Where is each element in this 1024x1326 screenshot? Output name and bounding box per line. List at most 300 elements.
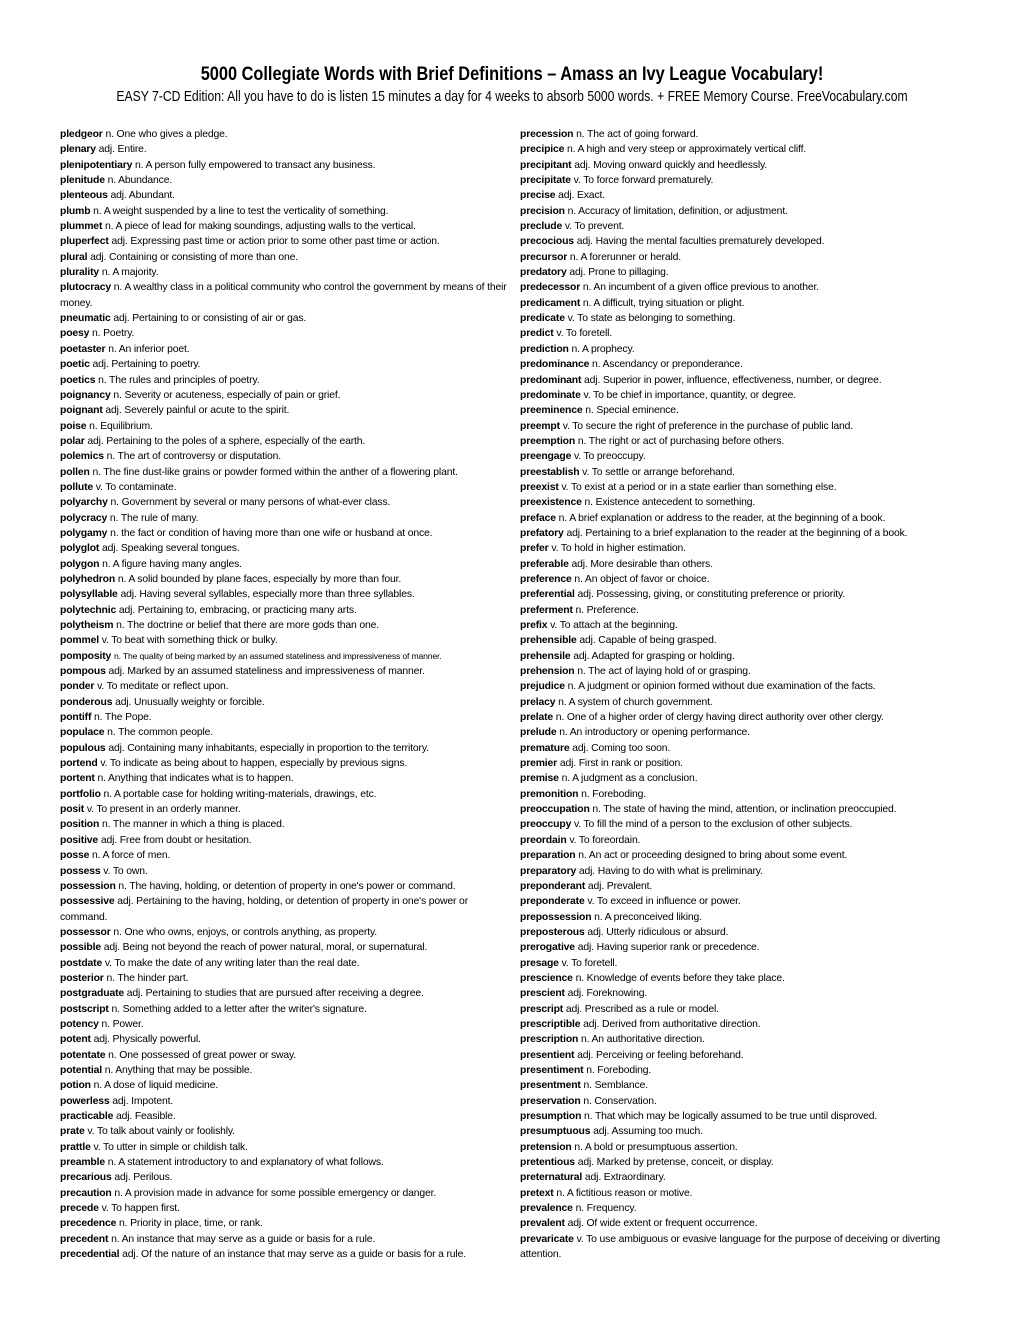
- dictionary-entry: [520, 142, 950, 157]
- entry-definition: adj. Foreknowing.: [567, 988, 648, 1000]
- entry-definition: n. A wealthy class in a political community who control the government by means of their money.: [60, 282, 507, 309]
- entry-definition: n. The fine dust-like grains or powder formed within the anther of a flowering plant.: [92, 466, 458, 478]
- dictionary-entry: [60, 986, 510, 1001]
- entry-word: polar: [60, 435, 85, 447]
- entry-word: predicate: [520, 313, 565, 325]
- entry-word: pretension: [520, 1141, 572, 1153]
- entry-word: plural: [60, 251, 88, 263]
- entry-definition: n. The doctrine or belief that there are more gods than one.: [116, 620, 379, 631]
- dictionary-entry: [520, 557, 950, 572]
- entry-word: predatory: [520, 267, 567, 279]
- dictionary-entry: [60, 1032, 510, 1047]
- dictionary-entry: [60, 879, 510, 894]
- entry-word: portend: [60, 758, 98, 770]
- entry-definition: n. The having, holding, or detention of property in one's power or command.: [118, 880, 456, 892]
- entry-definition: n. Ascendancy or preponderance.: [591, 359, 743, 371]
- dictionary-entry: [60, 1109, 510, 1124]
- entry-definition: n. Abundance.: [107, 175, 173, 187]
- dictionary-entry: [520, 357, 950, 372]
- entry-word: preponderant: [520, 880, 586, 892]
- dictionary-entry: [520, 219, 950, 234]
- entry-definition: adj. Expressing past time or action prior to some other past time or action.: [111, 236, 440, 248]
- entry-word: premier: [520, 758, 558, 770]
- dictionary-entry: [520, 1078, 950, 1093]
- dictionary-entry: [60, 572, 510, 587]
- entry-word: populace: [60, 727, 105, 739]
- dictionary-entry: [520, 465, 950, 480]
- entry-word: posit: [60, 804, 85, 816]
- entry-definition: n. A majority.: [101, 267, 159, 279]
- entry-word: portfolio: [60, 788, 101, 800]
- dictionary-entry: [60, 1140, 510, 1155]
- entry-definition: adj. Capable of being grasped.: [579, 635, 717, 647]
- entry-definition: n. A system of church government.: [558, 696, 713, 708]
- entry-word: prefix: [520, 620, 548, 631]
- dictionary-entry: [60, 618, 510, 633]
- entry-word: preclude: [520, 221, 563, 233]
- entry-definition: n. Existence antecedent to something.: [584, 497, 756, 509]
- dictionary-entry: [60, 311, 510, 326]
- entry-definition: n. Government by several or many persons of what-ever class.: [110, 497, 391, 509]
- entry-definition: n. An object of favor or choice.: [574, 573, 710, 585]
- entry-word: preestablish: [520, 466, 580, 478]
- entry-word: precession: [520, 129, 574, 140]
- entry-word: polyglot: [60, 543, 100, 555]
- dictionary-entry: [520, 679, 950, 694]
- dictionary-entry: [60, 864, 510, 879]
- dictionary-entry: [520, 695, 950, 710]
- entry-word: precipice: [520, 144, 565, 156]
- entry-definition: n. The state of having the mind, attention, or inclination preoccupied.: [592, 804, 897, 816]
- entry-word: possession: [60, 880, 116, 892]
- dictionary-entry: [520, 342, 950, 357]
- entry-word: preposterous: [520, 926, 585, 938]
- dictionary-entry: [520, 956, 950, 971]
- dictionary-entry: [60, 710, 510, 725]
- dictionary-entry: [520, 234, 950, 249]
- entry-definition: v. To present in an orderly manner.: [86, 804, 241, 816]
- dictionary-entry: [520, 296, 950, 311]
- entry-word: prevalent: [520, 1218, 565, 1230]
- entry-word: prefatory: [520, 527, 564, 539]
- dictionary-entry: [520, 925, 950, 940]
- entry-definition: v. To contaminate.: [95, 481, 177, 493]
- dictionary-entry: [520, 971, 950, 986]
- entry-word: potency: [60, 1018, 99, 1030]
- dictionary-entry: [60, 633, 510, 648]
- entry-definition: adj. More desirable than others.: [571, 558, 713, 570]
- entry-definition: v. To secure the right of preference in the purchase of public land.: [562, 420, 854, 432]
- entry-word: poignant: [60, 405, 103, 417]
- entry-definition: v. To foretell.: [561, 957, 618, 969]
- dictionary-entry: [520, 1017, 950, 1032]
- entry-definition: v. To foretell.: [556, 328, 613, 340]
- entry-word: preoccupy: [520, 819, 572, 831]
- dictionary-entry: [520, 787, 950, 802]
- entry-word: ponderous: [60, 696, 113, 708]
- entry-definition: n. A force of men.: [92, 850, 171, 862]
- entry-word: polycracy: [60, 512, 108, 524]
- entry-word: prescient: [520, 988, 565, 1000]
- entry-word: poesy: [60, 328, 90, 340]
- right-column: [520, 127, 950, 1262]
- dictionary-entry: [520, 480, 950, 495]
- entry-definition: n. An instance that may serve as a guide or basis for a rule.: [111, 1233, 376, 1245]
- dictionary-entry: [520, 1002, 950, 1017]
- dictionary-entry: [520, 419, 950, 434]
- entry-word: precede: [60, 1203, 99, 1215]
- entry-word: polemics: [60, 451, 104, 463]
- dictionary-entry: [520, 864, 950, 879]
- entry-word: precedent: [60, 1233, 109, 1245]
- entry-word: prelate: [520, 712, 554, 724]
- page-subtitle: EASY 7-CD Edition: All you have to do is listen 15 minutes a day for 4 weeks to absorb 5000 words. + FREE Memory Course. FreeVocabulary.com: [116, 89, 908, 105]
- dictionary-entry: [60, 956, 510, 971]
- entry-definition: v. To preoccupy.: [573, 451, 646, 463]
- dictionary-entry: [60, 127, 510, 142]
- dictionary-entry: [520, 771, 950, 786]
- entry-definition: adj. Prone to pillaging.: [569, 267, 669, 279]
- dictionary-entry: [60, 403, 510, 418]
- entry-word: plumb: [60, 205, 91, 217]
- dictionary-entry: [60, 357, 510, 372]
- dictionary-entry: [520, 326, 950, 341]
- dictionary-entry: [60, 449, 510, 464]
- entry-word: presumption: [520, 1111, 582, 1122]
- dictionary-entry: [60, 756, 510, 771]
- entry-definition: adj. Prevalent.: [587, 880, 653, 892]
- dictionary-entry: [520, 1063, 950, 1078]
- dictionary-entry: [60, 1247, 510, 1262]
- entry-word: precedential: [60, 1249, 120, 1261]
- entry-word: preexist: [520, 481, 559, 493]
- entry-definition: adj. Pertaining to poetry.: [92, 359, 201, 371]
- entry-definition: v. To exist at a period or in a state earlier than something else.: [561, 481, 837, 493]
- entry-definition: n. A figure having many angles.: [102, 558, 242, 570]
- entry-word: precision: [520, 205, 565, 217]
- entry-word: precedence: [60, 1218, 117, 1230]
- dictionary-entry: [60, 511, 510, 526]
- entry-definition: n. A difficult, trying situation or plight.: [582, 297, 745, 309]
- dictionary-entry: [60, 173, 510, 188]
- dictionary-entry: [520, 756, 950, 771]
- entry-word: presumptuous: [520, 1126, 591, 1138]
- dictionary-entry: [520, 403, 950, 418]
- dictionary-entry: [60, 326, 510, 341]
- dictionary-entry: [520, 1109, 950, 1124]
- dictionary-entry: [60, 265, 510, 280]
- dictionary-entry: [60, 480, 510, 495]
- entry-definition: n. A piece of lead for making soundings, adjusting walls to the vertical.: [105, 221, 416, 233]
- dictionary-entry: [60, 1201, 510, 1216]
- entry-definition: n. An authoritative direction.: [581, 1034, 705, 1046]
- entry-definition: n. A statement introductory to and explanatory of what follows.: [107, 1157, 384, 1169]
- entry-word: prelude: [520, 727, 557, 739]
- entry-word: preordain: [520, 834, 567, 846]
- dictionary-entry: [520, 1201, 950, 1216]
- dictionary-entry: [520, 388, 950, 403]
- entry-definition: n. The manner in which a thing is placed.: [101, 819, 285, 831]
- entry-definition: adj. Adapted for grasping or holding.: [573, 650, 735, 662]
- entry-word: pollen: [60, 466, 90, 478]
- dictionary-entry: [520, 526, 950, 541]
- dictionary-entry: [60, 495, 510, 510]
- entry-word: possessive: [60, 896, 115, 908]
- dictionary-entry: [60, 1155, 510, 1170]
- dictionary-entry: [60, 1216, 510, 1231]
- dictionary-entry: [60, 250, 510, 265]
- dictionary-entry: [520, 541, 950, 556]
- entry-word: poetaster: [60, 343, 106, 355]
- entry-definition: n. The art of controversy or disputation.: [106, 451, 282, 463]
- entry-word: predicament: [520, 297, 581, 309]
- entry-definition: n. Power.: [101, 1018, 144, 1030]
- dictionary-entry: [520, 250, 950, 265]
- entry-word: predict: [520, 328, 554, 340]
- dictionary-entry: [60, 848, 510, 863]
- entry-word: preengage: [520, 451, 572, 463]
- entry-word: presentiment: [520, 1064, 584, 1076]
- dictionary-entry: [60, 771, 510, 786]
- entry-word: position: [60, 819, 100, 831]
- entry-definition: adj. Assuming too much.: [593, 1126, 703, 1138]
- entry-definition: v. To beat with something thick or bulky.: [101, 635, 278, 647]
- dictionary-entry: [520, 894, 950, 909]
- dictionary-entry: [60, 894, 510, 925]
- entry-definition: n. A solid bounded by plane faces, especially by more than four.: [117, 573, 402, 585]
- dictionary-entry: [60, 1094, 510, 1109]
- entry-word: prate: [60, 1126, 85, 1138]
- entry-word: precise: [520, 190, 556, 202]
- entry-word: predominance: [520, 359, 590, 371]
- dictionary-entry: [520, 1094, 950, 1109]
- entry-word: premonition: [520, 788, 579, 800]
- entry-definition: n. Severity or acuteness, especially of pain or grief.: [113, 389, 341, 401]
- entry-definition: n. A person fully empowered to transact any business.: [134, 159, 376, 171]
- entry-definition: adj. Pertaining to the having, holding, or detention of property in one's power or command.: [60, 896, 469, 923]
- entry-word: postscript: [60, 1003, 109, 1015]
- entry-word: preface: [520, 512, 556, 524]
- entry-definition: v. To be chief in importance, quantity, or degree.: [583, 389, 797, 401]
- entry-word: poetic: [60, 359, 90, 371]
- dictionary-entry: [520, 833, 950, 848]
- entry-definition: n. Priority in place, time, or rank.: [119, 1218, 263, 1230]
- entry-definition: n. A preconceived liking.: [594, 911, 702, 923]
- entry-definition: adj. Containing many inhabitants, especially in proportion to the territory.: [108, 742, 429, 754]
- entry-definition: adj. Perceiving or feeling beforehand.: [577, 1049, 744, 1061]
- dictionary-entry: [60, 741, 510, 756]
- entry-definition: n. The Pope.: [94, 712, 152, 724]
- entry-definition: n. Anything that may be possible.: [104, 1064, 253, 1076]
- entry-word: premise: [520, 773, 559, 785]
- entry-definition: adj. Coming too soon.: [572, 742, 671, 754]
- entry-word: possible: [60, 942, 101, 954]
- entry-word: preamble: [60, 1157, 105, 1169]
- entry-word: polyhedron: [60, 573, 116, 585]
- entry-definition: n. That which may be logically assumed to be true until disproved.: [584, 1111, 878, 1122]
- entry-word: preponderate: [520, 896, 585, 908]
- entry-definition: n. A bold or presumptuous assertion.: [574, 1141, 738, 1153]
- entry-word: preference: [520, 573, 572, 585]
- entry-definition: v. To settle or arrange beforehand.: [582, 466, 735, 478]
- entry-definition: n. A forerunner or herald.: [569, 251, 681, 263]
- entry-definition: n. A provision made in advance for some possible emergency or danger.: [114, 1187, 437, 1199]
- entry-definition: adj. Pertaining to the poles of a sphere, especially of the earth.: [87, 435, 366, 447]
- entry-word: presentment: [520, 1080, 581, 1092]
- dictionary-entry: [520, 725, 950, 740]
- entry-definition: adj. Of wide extent or frequent occurrence.: [567, 1218, 758, 1230]
- entry-word: precursor: [520, 251, 568, 263]
- dictionary-entry: [60, 695, 510, 710]
- entry-word: poetics: [60, 374, 96, 386]
- dictionary-entry: [520, 495, 950, 510]
- dictionary-entry: [520, 664, 950, 679]
- dictionary-entry: [60, 158, 510, 173]
- entry-word: pretentious: [520, 1157, 575, 1169]
- dictionary-entry: [520, 1048, 950, 1063]
- entry-word: plurality: [60, 267, 100, 279]
- entry-definition: n. A judgment or opinion formed without due examination of the facts.: [567, 681, 876, 693]
- entry-word: portent: [60, 773, 95, 785]
- entry-definition: adj. Speaking several tongues.: [101, 543, 240, 555]
- dictionary-entry: [60, 787, 510, 802]
- dictionary-entry: [520, 1124, 950, 1139]
- entry-word: prehensible: [520, 635, 577, 647]
- entry-word: preferential: [520, 589, 575, 601]
- entry-definition: v. To exceed in influence or power.: [587, 896, 741, 908]
- entry-definition: n. Foreboding.: [581, 788, 647, 800]
- dictionary-entry: [60, 434, 510, 449]
- dictionary-entry: [520, 986, 950, 1001]
- entry-definition: n. A high and very steep or approximately vertical cliff.: [567, 144, 807, 156]
- dictionary-entry: [60, 280, 510, 311]
- dictionary-entry: [60, 1002, 510, 1017]
- entry-definition: adj. Impotent.: [112, 1095, 174, 1107]
- entry-definition: n. The right or act of purchasing before others.: [577, 435, 785, 447]
- entry-definition: n. Something added to a letter after the writer's signature.: [111, 1003, 367, 1015]
- entry-word: prejudice: [520, 681, 565, 693]
- entry-word: pledgeor: [60, 129, 103, 140]
- entry-definition: adj. Utterly ridiculous or absurd.: [587, 926, 729, 938]
- entry-definition: v. To happen first.: [101, 1203, 180, 1215]
- dictionary-entry: [60, 188, 510, 203]
- entry-word: potent: [60, 1034, 91, 1046]
- entry-word: pontiff: [60, 712, 92, 724]
- entry-word: preoccupation: [520, 804, 590, 816]
- entry-word: preexistence: [520, 497, 582, 509]
- entry-definition: n. A brief explanation or address to the reader, at the beginning of a book.: [558, 512, 886, 524]
- entry-definition: n. Knowledge of events before they take place.: [575, 972, 785, 984]
- dictionary-entry: [520, 1155, 950, 1170]
- entry-definition: n. Equilibrium.: [89, 420, 153, 432]
- entry-definition: n. The rule of many.: [109, 512, 199, 524]
- entry-definition: n. A portable case for holding writing-materials, drawings, etc.: [103, 788, 377, 800]
- entry-word: pretext: [520, 1187, 554, 1199]
- entry-word: prescription: [520, 1034, 579, 1046]
- entry-definition: adj. Pertaining to, embracing, or practicing many arts.: [118, 604, 357, 616]
- dictionary-entry: [60, 465, 510, 480]
- entry-word: preparatory: [520, 865, 577, 877]
- entry-definition: n. Preference.: [575, 604, 639, 616]
- dictionary-entry: [60, 925, 510, 940]
- entry-definition: n. Anything that indicates what is to happen.: [97, 773, 294, 785]
- dictionary-entry: [520, 741, 950, 756]
- entry-definition: adj. Abundant.: [110, 190, 175, 202]
- dictionary-entry: [60, 388, 510, 403]
- entry-word: polygamy: [60, 527, 108, 539]
- entry-word: plenteous: [60, 190, 108, 202]
- entry-definition: n. An introductory or opening performance.: [559, 727, 750, 739]
- entry-word: preemption: [520, 435, 576, 447]
- entry-word: prattle: [60, 1141, 91, 1153]
- entry-word: prescript: [520, 1003, 564, 1015]
- entry-word: pneumatic: [60, 313, 111, 325]
- entry-word: potion: [60, 1080, 91, 1092]
- entry-definition: v. To attach at the beginning.: [550, 620, 678, 631]
- dictionary-entry: [60, 234, 510, 249]
- dictionary-entry: [520, 572, 950, 587]
- entry-word: prescience: [520, 972, 573, 984]
- dictionary-entry: [520, 618, 950, 633]
- dictionary-entry: [60, 526, 510, 541]
- entry-definition: adj. Having to do with what is preliminary.: [578, 865, 763, 877]
- entry-word: plummet: [60, 221, 103, 233]
- entry-definition: adj. Free from doubt or hesitation.: [100, 834, 252, 846]
- entry-definition: adj. Feasible.: [115, 1111, 176, 1122]
- entry-definition: adj. Pertaining to or consisting of air or gas.: [113, 313, 307, 325]
- entry-definition: n. the fact or condition of having more than one wife or husband at once.: [110, 527, 433, 539]
- entry-word: potentate: [60, 1049, 106, 1061]
- entry-definition: adj. Superior in power, influence, effectiveness, number, or degree.: [584, 374, 882, 386]
- entry-word: polygon: [60, 558, 100, 570]
- entry-word: poignancy: [60, 389, 111, 401]
- entry-definition: adj. Physically powerful.: [93, 1034, 201, 1046]
- entry-definition: n. A judgment as a conclusion.: [561, 773, 698, 785]
- entry-word: preferment: [520, 604, 573, 616]
- entry-definition: adj. Pertaining to studies that are pursued after receiving a degree.: [126, 988, 424, 1000]
- entry-definition: n. A dose of liquid medicine.: [93, 1080, 219, 1092]
- dictionary-entry: [60, 817, 510, 832]
- entry-definition: adj. Having several syllables, especially more than three syllables.: [120, 589, 415, 601]
- entry-definition: n. The act of laying hold of or grasping.: [577, 666, 751, 678]
- entry-word: polysyllable: [60, 589, 118, 601]
- dictionary-entry: [520, 1186, 950, 1201]
- entry-word: prerogative: [520, 942, 575, 954]
- entry-definition: adj. Possessing, giving, or constituting preference or priority.: [577, 589, 845, 601]
- entry-word: plenitude: [60, 175, 105, 187]
- dictionary-entry: [520, 587, 950, 602]
- entry-definition: adj. Moving onward quickly and heedlessly.: [574, 159, 767, 171]
- dictionary-entry: [60, 971, 510, 986]
- dictionary-entry: [60, 649, 510, 664]
- dictionary-entry: [520, 1140, 950, 1155]
- dictionary-entry: [60, 1232, 510, 1247]
- dictionary-entry: [520, 311, 950, 326]
- entry-definition: n. The act of going forward.: [576, 129, 699, 140]
- entry-word: plenary: [60, 144, 96, 156]
- entry-word: polyarchy: [60, 497, 108, 509]
- dictionary-entry: [60, 1170, 510, 1185]
- entry-word: prefer: [520, 543, 549, 555]
- entry-word: pomposity: [60, 650, 112, 662]
- entry-definition: v. To state as belonging to something.: [567, 313, 736, 325]
- entry-definition: adj. Containing or consisting of more than one.: [90, 251, 298, 263]
- dictionary-entry: [60, 1017, 510, 1032]
- entry-word: precipitate: [520, 175, 571, 187]
- entry-word: polytheism: [60, 620, 114, 631]
- entry-word: practicable: [60, 1111, 114, 1122]
- entry-word: preferable: [520, 558, 569, 570]
